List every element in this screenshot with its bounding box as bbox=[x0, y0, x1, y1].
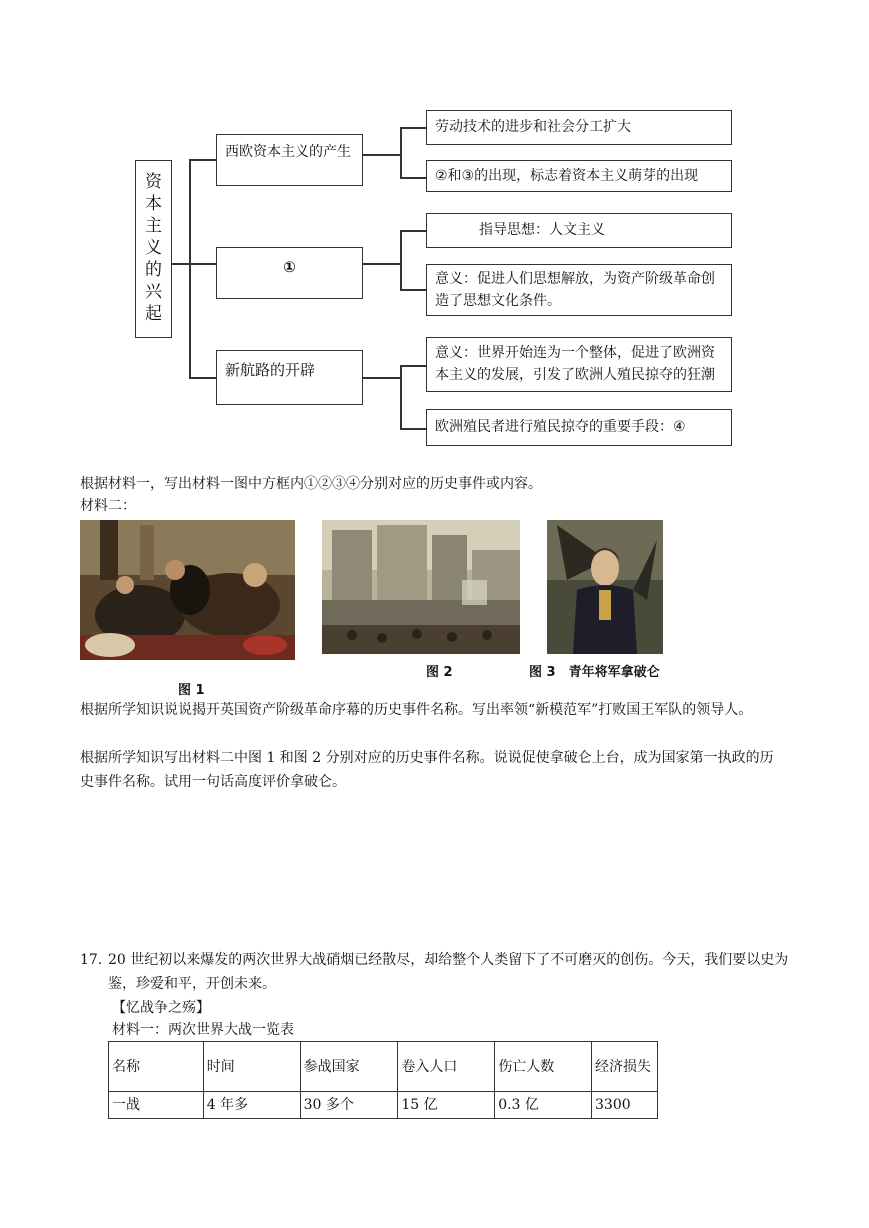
table-row bbox=[109, 1092, 658, 1119]
table-header-row bbox=[109, 1042, 658, 1092]
branch-label-2: ① bbox=[283, 258, 296, 276]
question-17-number: 17. bbox=[80, 952, 103, 968]
table-header-cell: 卷入人口 bbox=[398, 1042, 495, 1092]
branch-label-1: 西欧资本主义的产生 bbox=[225, 144, 351, 160]
leaf-box bbox=[426, 264, 732, 316]
question-17-text: 20 世纪初以来爆发的两次世界大战硝烟已经散尽，却给整个人类留下了不可磨灭的创伤。今天，我们要以史为鉴，珍爱和平，开创未来。 bbox=[108, 952, 789, 992]
table-cell: 0.3 亿 bbox=[495, 1092, 592, 1119]
connector bbox=[189, 263, 217, 265]
leaf-box bbox=[426, 337, 732, 392]
leaf-text: 欧洲殖民者进行殖民掠夺的重要手段：④ bbox=[435, 419, 686, 435]
leaf-box bbox=[426, 409, 732, 446]
diagram-root-box bbox=[135, 160, 172, 338]
question-2: 根据所学知识说说揭开英国资产阶级革命序幕的历史事件名称。写出率领“新模范军”打败国王军队的领导人。 bbox=[80, 702, 753, 718]
branch-box-1 bbox=[216, 134, 363, 186]
figure-3-painting bbox=[547, 520, 663, 654]
connector bbox=[400, 177, 427, 179]
leaf-text: 意义：世界开始连为一个整体，促进了欧洲资本主义的发展，引发了欧洲人殖民掠夺的狂潮 bbox=[435, 345, 715, 383]
table-cell: 一战 bbox=[109, 1092, 204, 1119]
table-cell: 15 亿 bbox=[398, 1092, 495, 1119]
leaf-text: 指导思想：人文主义 bbox=[479, 222, 605, 238]
material-1-label: 材料一：两次世界大战一览表 bbox=[112, 1022, 294, 1038]
question-3: 根据所学知识写出材料二中图 1 和图 2 分别对应的历史事件名称。说说促使拿破仑上台，成为国家第一执政的历史事件名称。试用一句话高度评价拿破仑。 bbox=[80, 750, 774, 790]
table-cell: 3300 bbox=[592, 1092, 658, 1119]
connector bbox=[400, 127, 402, 178]
connector bbox=[400, 428, 427, 430]
connector bbox=[189, 159, 191, 378]
table-header-cell: 时间 bbox=[203, 1042, 300, 1092]
connector bbox=[189, 377, 217, 379]
branch-box-2 bbox=[216, 247, 363, 299]
connector bbox=[400, 127, 427, 129]
leaf-text: 意义：促进人们思想解放，为资产阶级革命创造了思想文化条件。 bbox=[435, 271, 715, 309]
leaf-box bbox=[426, 213, 732, 248]
section-heading: 【忆战争之殇】 bbox=[112, 1000, 210, 1016]
material-2-label: 材料二： bbox=[80, 498, 136, 514]
branch-box-3 bbox=[216, 350, 363, 405]
question-1: 根据材料一，写出材料一图中方框内①②③④分别对应的历史事件或内容。 bbox=[80, 476, 542, 492]
connector bbox=[363, 377, 401, 379]
table-header-cell: 名称 bbox=[109, 1042, 204, 1092]
figure-1-caption: 图 1 bbox=[178, 683, 205, 698]
connector bbox=[400, 230, 402, 290]
leaf-box bbox=[426, 160, 732, 192]
leaf-box bbox=[426, 110, 732, 145]
war-comparison-table bbox=[108, 1041, 658, 1119]
table-header-cell: 经济损失 bbox=[592, 1042, 658, 1092]
leaf-text: ②和③的出现，标志着资本主义萌芽的出现 bbox=[435, 168, 699, 184]
figure-1-painting bbox=[80, 520, 295, 660]
branch-label-3: 新航路的开辟 bbox=[225, 361, 316, 379]
leaf-text: 劳动技术的进步和社会分工扩大 bbox=[435, 119, 631, 135]
connector bbox=[400, 365, 402, 429]
table-cell: 4 年多 bbox=[203, 1092, 300, 1119]
connector bbox=[400, 230, 427, 232]
table-header-cell: 参战国家 bbox=[300, 1042, 398, 1092]
table-header-cell: 伤亡人数 bbox=[495, 1042, 592, 1092]
diagram-root-label: 资本主义的兴起 bbox=[145, 172, 162, 324]
connector bbox=[363, 263, 401, 265]
table-cell: 30 多个 bbox=[300, 1092, 398, 1119]
connector bbox=[172, 263, 190, 265]
figure-2-painting bbox=[322, 520, 520, 654]
connector bbox=[363, 154, 401, 156]
figure-3-caption: 图 3 青年将军拿破仑 bbox=[529, 665, 660, 680]
connector bbox=[400, 365, 427, 367]
figure-2-caption: 图 2 bbox=[426, 665, 453, 680]
connector bbox=[400, 289, 427, 291]
connector bbox=[189, 159, 217, 161]
